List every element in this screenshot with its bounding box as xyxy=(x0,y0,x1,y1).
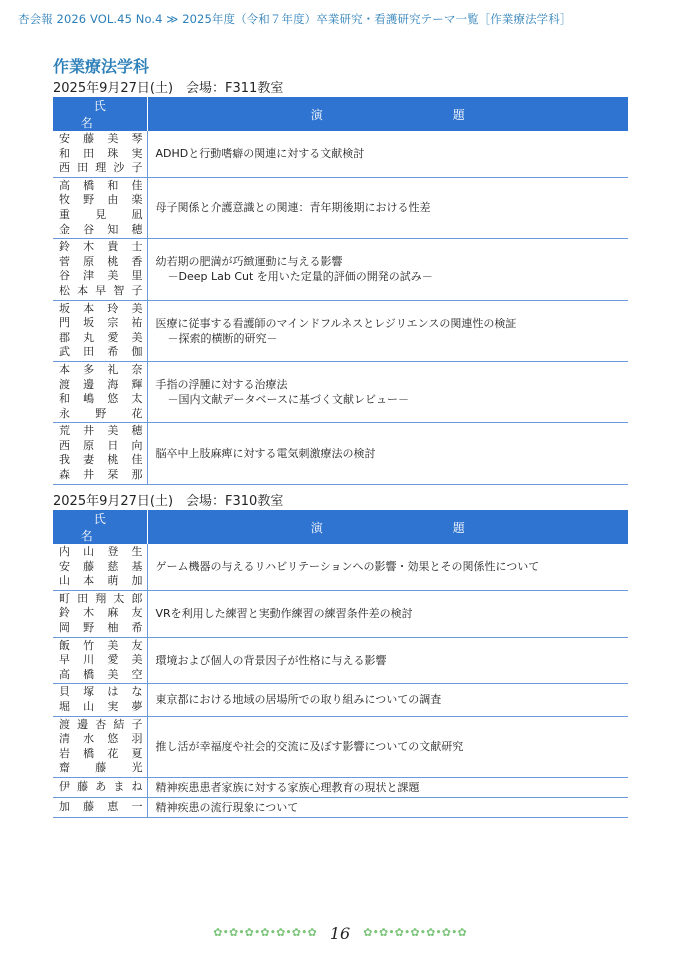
presenter-name: 岩 橋 花 夏 xyxy=(59,746,143,760)
presentation-title-cell xyxy=(147,590,628,637)
presenter-name: 加 藤 恵 一 xyxy=(59,800,143,814)
presenter-names-cell xyxy=(53,423,147,484)
column-header-names: 氏名 xyxy=(53,97,147,131)
presenter-names-cell xyxy=(53,797,147,817)
table-row xyxy=(53,423,628,484)
presentation-title: 環境および個人の背景因子が性格に与える影響 xyxy=(155,653,387,667)
table-row xyxy=(53,544,628,590)
presenter-name: 坂 本 玲 美 xyxy=(59,301,143,315)
presenter-name: 郡 丸 愛 美 xyxy=(59,330,143,344)
presenter-name: 荒 井 美 穂 xyxy=(59,424,143,438)
presenter-name: 安 藤 慈 基 xyxy=(59,559,143,573)
presenter-name: 飯 竹 美 友 xyxy=(59,638,143,652)
presenter-name: 高 橋 和 佳 xyxy=(59,178,143,192)
presenter-name: 永 野 花 xyxy=(59,406,143,420)
department-title: 作業療法学科 xyxy=(53,57,150,76)
presentation-title-cell xyxy=(147,777,628,797)
leaf-ornament-left-icon: ✿•✿•✿•✿•✿•✿•✿ xyxy=(213,926,317,939)
table-header-row xyxy=(53,97,628,131)
session-label-1: 2025年9月27日(土) 会場：F311教室 xyxy=(53,81,284,96)
presenter-names-cell xyxy=(53,637,147,684)
presentation-title: ゲーム機器の与えるリハビリテーションへの影響・効果とその関係性について xyxy=(155,560,540,574)
presentation-title-cell xyxy=(147,239,628,300)
presenter-name: 森 井 栞 那 xyxy=(59,468,143,482)
presenter-names-cell xyxy=(53,239,147,300)
presenter-name: 内 山 登 生 xyxy=(59,545,143,558)
presentation-subtitle: －Deep Lab Cut を用いた定量的評価の開発の試み－ xyxy=(167,270,433,284)
presenter-names-cell xyxy=(53,177,147,238)
presenter-names-cell xyxy=(53,544,147,590)
table-row xyxy=(53,777,628,797)
presentation-title-cell xyxy=(147,637,628,684)
table-body-1 xyxy=(53,131,628,484)
presenter-name: 谷 津 美 里 xyxy=(59,269,143,283)
presenter-names-cell xyxy=(53,716,147,777)
column-header-names: 氏名 xyxy=(53,510,147,544)
presenter-name: 早 川 愛 美 xyxy=(59,653,143,667)
presentation-title-cell xyxy=(147,797,628,817)
presentation-subtitle: －探索的横断的研究－ xyxy=(167,331,278,345)
presentation-subtitle: －国内文献データベースに基づく文献レビュー－ xyxy=(167,393,409,407)
presenter-names-cell xyxy=(53,131,147,177)
theme-table-1 xyxy=(53,97,628,485)
page-number: 16 xyxy=(329,924,351,943)
table-row xyxy=(53,590,628,637)
presenter-name: 西 田 理 沙 子 xyxy=(59,161,143,175)
presentation-title-cell xyxy=(147,423,628,484)
presenter-name: 松 本 早 智 子 xyxy=(59,283,143,297)
presenter-name: 菅 原 桃 香 xyxy=(59,254,143,268)
table-row xyxy=(53,361,628,422)
presenter-name: 和 嶋 悠 太 xyxy=(59,392,143,406)
presenter-name: 清 水 悠 羽 xyxy=(59,732,143,746)
presentation-title: 推し活が幸福度や社会的交流に及ぼす影響についての文献研究 xyxy=(155,740,464,754)
presenter-name: 岡 野 柚 希 xyxy=(59,620,143,634)
presenter-name: 門 坂 宗 祐 xyxy=(59,316,143,330)
presentation-title: 精神疾患の流行現象について xyxy=(155,800,299,814)
presenter-name: 渡 邊 海 輝 xyxy=(59,377,143,391)
table-row xyxy=(53,684,628,716)
presentation-title: ADHDと行動嗜癖の関連に対する文献検討 xyxy=(155,147,365,161)
presenter-names-cell xyxy=(53,300,147,361)
table-row xyxy=(53,177,628,238)
presenter-names-cell xyxy=(53,361,147,422)
presentation-title-cell xyxy=(147,544,628,590)
presentation-title-cell xyxy=(147,361,628,422)
column-header-title: 演題 xyxy=(147,510,628,544)
presenter-name: 町 田 翔 太 郎 xyxy=(59,591,143,605)
presentation-title: 脳卒中上肢麻痺に対する電気刺激療法の検討 xyxy=(155,446,376,460)
presenter-name: 山 本 萌 加 xyxy=(59,574,143,588)
theme-table-2 xyxy=(53,510,628,818)
presentation-title: 医療に従事する看護師のマインドフルネスとレジリエンスの関連性の検証 xyxy=(155,316,517,330)
presenter-name: 西 原 日 向 xyxy=(59,438,143,452)
running-header: 杏会報 2026 VOL.45 No.4 ≫ 2025年度（令和７年度）卒業研究・看護研究テーマ一覧［作業療法学科］ xyxy=(18,12,572,26)
presenter-name: 高 橋 美 空 xyxy=(59,667,143,681)
table-row xyxy=(53,300,628,361)
presenter-name: 安 藤 美 琴 xyxy=(59,132,143,145)
table-row xyxy=(53,131,628,177)
presenter-name: 伊 藤 あ ま ね xyxy=(59,780,143,794)
presentation-title: 母子関係と介護意識との関連：青年期後期における性差 xyxy=(155,201,431,215)
presentation-title-cell xyxy=(147,177,628,238)
column-header-title: 演題 xyxy=(147,97,628,131)
presenter-name: 貝 塚 は な xyxy=(59,685,143,699)
table-row xyxy=(53,797,628,817)
presentation-title: VRを利用した練習と実動作練習の練習条件差の検討 xyxy=(155,607,413,621)
presenter-name: 重 見 凪 xyxy=(59,207,143,221)
presenter-name: 我 妻 桃 佳 xyxy=(59,453,143,467)
table-row xyxy=(53,239,628,300)
presenter-names-cell xyxy=(53,590,147,637)
presentation-title: 手指の浮腫に対する治療法 xyxy=(155,378,288,392)
presenter-name: 武 田 希 伽 xyxy=(59,345,143,359)
presentation-title-cell xyxy=(147,716,628,777)
presenter-name: 金 谷 知 穂 xyxy=(59,222,143,236)
presenter-name: 堀 山 実 夢 xyxy=(59,699,143,713)
presentation-title: 東京都における地域の居場所での取り組みについての調査 xyxy=(155,693,442,707)
presenter-name: 鈴 木 貴 士 xyxy=(59,240,143,254)
presenter-name: 鈴 木 麻 友 xyxy=(59,606,143,620)
table-header-row xyxy=(53,510,628,544)
presenter-name: 渡 邊 杏 結 子 xyxy=(59,717,143,731)
page-footer xyxy=(0,924,680,943)
presentation-title-cell xyxy=(147,684,628,716)
table-body-2 xyxy=(53,544,628,817)
table-row xyxy=(53,716,628,777)
leaf-ornament-right-icon: ✿•✿•✿•✿•✿•✿•✿ xyxy=(363,926,467,939)
presentation-title: 精神疾患患者家族に対する家族心理教育の現状と課題 xyxy=(155,780,420,794)
presenter-name: 本 多 礼 奈 xyxy=(59,362,143,376)
presenter-name: 齋 藤 光 xyxy=(59,761,143,775)
session-label-2: 2025年9月27日(土) 会場：F310教室 xyxy=(53,494,284,509)
presenter-name: 和 田 珠 実 xyxy=(59,146,143,160)
presentation-title-cell xyxy=(147,300,628,361)
table-row xyxy=(53,637,628,684)
presenter-names-cell xyxy=(53,684,147,716)
presentation-title-cell xyxy=(147,131,628,177)
presenter-names-cell xyxy=(53,777,147,797)
presenter-name: 牧 野 由 楽 xyxy=(59,193,143,207)
presentation-title: 幼若期の肥満が巧緻運動に与える影響 xyxy=(155,255,343,269)
